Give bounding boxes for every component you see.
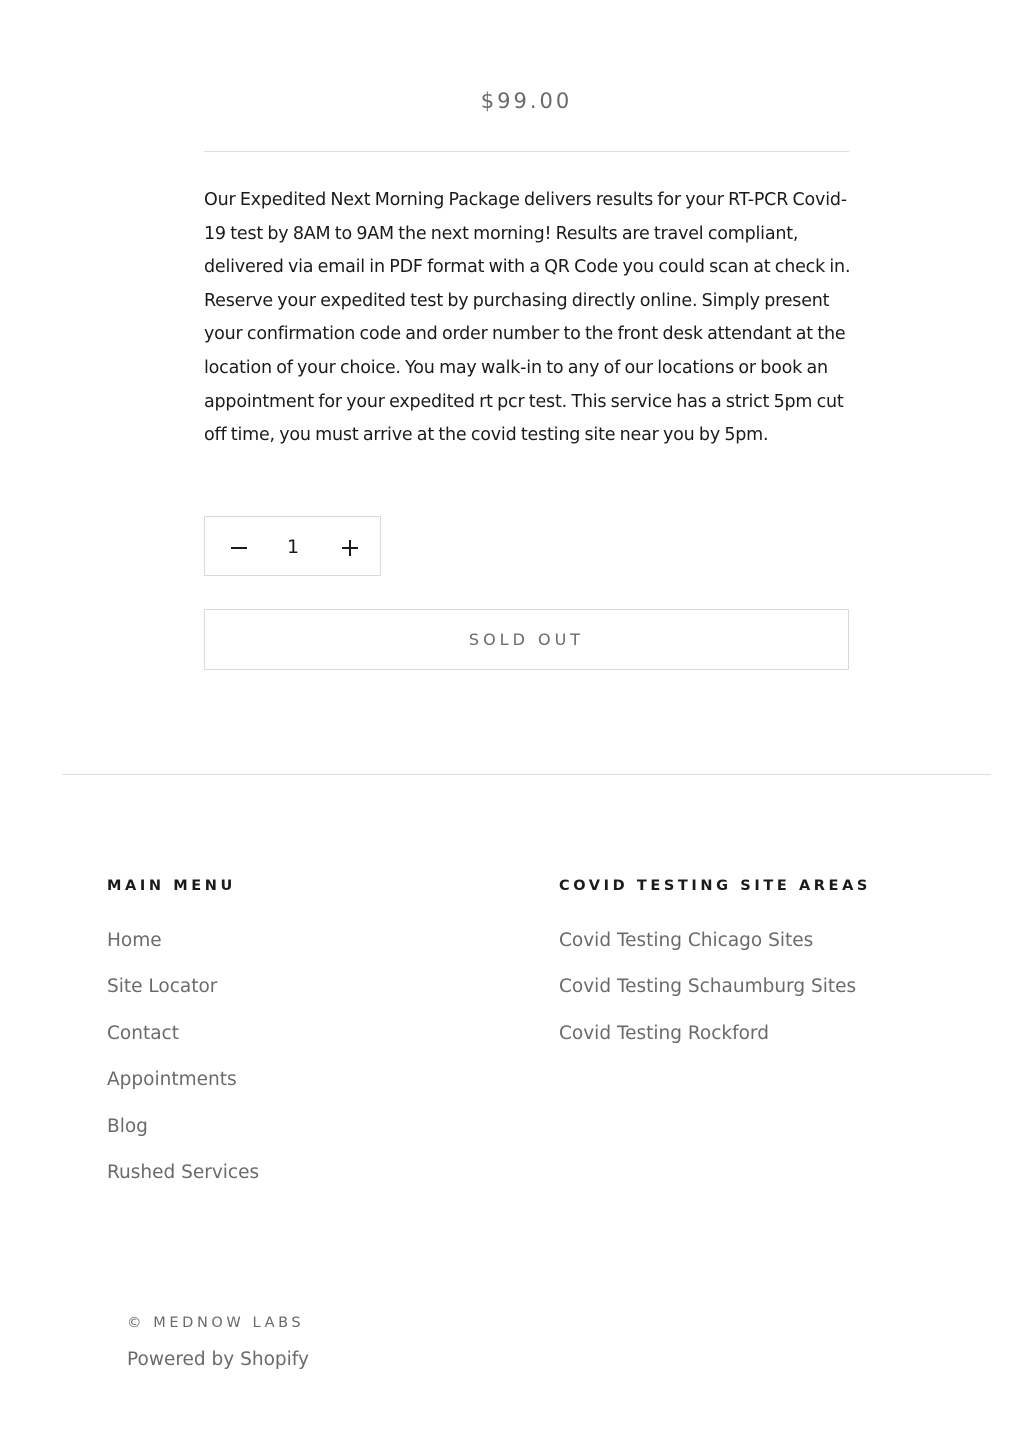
area-link-schaumburg[interactable]: Covid Testing Schaumburg Sites xyxy=(559,976,857,998)
plus-icon[interactable] xyxy=(338,537,362,557)
divider xyxy=(204,151,849,152)
powered-by-link[interactable]: Powered by Shopify xyxy=(127,1349,309,1370)
areas-menu-list xyxy=(559,926,999,1065)
main-menu-heading: MAIN MENU xyxy=(107,878,236,894)
menu-link-contact[interactable]: Contact xyxy=(107,1022,179,1044)
copyright-text: © MEDNOW LABS xyxy=(127,1315,305,1331)
menu-link-site-locator[interactable]: Site Locator xyxy=(107,976,218,998)
minus-icon[interactable] xyxy=(227,537,251,557)
menu-link-home[interactable]: Home xyxy=(107,930,162,951)
areas-menu-heading: COVID TESTING SITE AREAS xyxy=(559,878,871,894)
quantity-input[interactable]: 1 xyxy=(286,536,300,558)
sold-out-button[interactable]: SOLD OUT xyxy=(204,609,849,670)
menu-link-rushed-services[interactable]: Rushed Services xyxy=(107,1161,260,1183)
footer-areas-menu xyxy=(559,872,999,1065)
footer-main-menu xyxy=(107,872,507,1204)
area-link-chicago[interactable]: Covid Testing Chicago Sites xyxy=(559,930,814,951)
main-menu-list xyxy=(107,926,507,1204)
menu-link-appointments[interactable]: Appointments xyxy=(107,1069,237,1091)
menu-link-blog[interactable]: Blog xyxy=(107,1115,148,1137)
footer-divider xyxy=(62,774,991,775)
product-description: Our Expedited Next Morning Package delivers results for your RT-PCR Covid-19 test by 8AM to 9AM the next morning! Results are travel compliant, delivered via email in PDF format with a QR Code you could scan at check in. Reserve your expedited test by purchasing directly online. Simply present your confirmation code and order number to the front desk attendant at the location of your choice. You may walk-in to any of our locations or book an appointment for your expedited rt pcr test. This service has a strict 5pm cut off time, you must arrive at the covid testing site near you by 5pm. xyxy=(204,190,851,446)
area-link-rockford[interactable]: Covid Testing Rockford xyxy=(559,1022,769,1044)
quantity-stepper xyxy=(204,516,381,576)
product-price: $99.00 xyxy=(480,89,573,113)
